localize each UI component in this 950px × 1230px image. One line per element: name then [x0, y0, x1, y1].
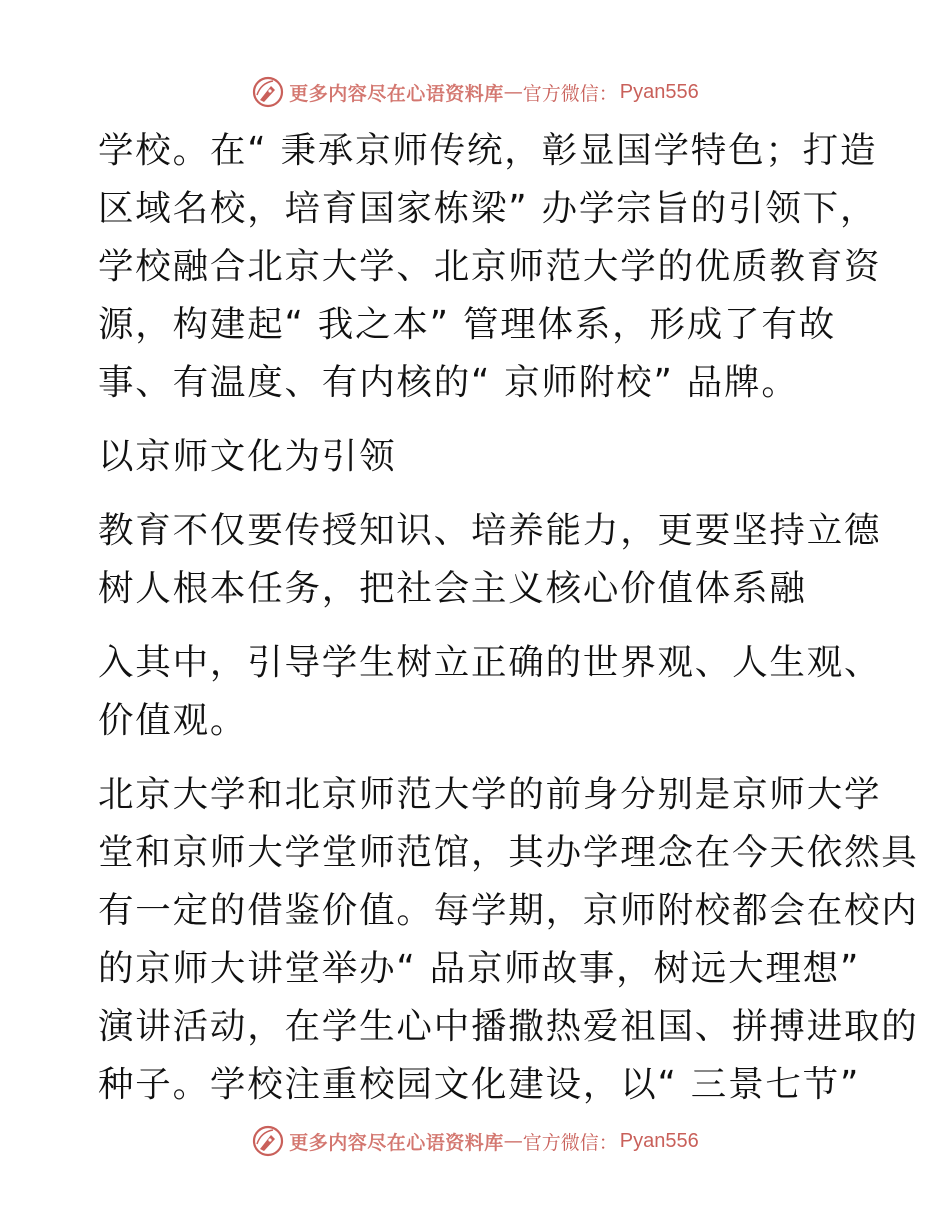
text-line: 源，构建起“ 我之本” 管理体系，形成了有故	[98, 304, 836, 345]
footer-watermark	[0, 1121, 950, 1161]
paragraph	[98, 766, 919, 1114]
text-line: 事、有温度、有内核的“ 京师附校” 品牌。	[98, 362, 799, 403]
text-line: 种子。学校注重校园文化建设，以“ 三景七节”	[98, 1064, 861, 1105]
text-line: 学校。在“ 秉承京师传统，彰显国学特色；打造	[98, 130, 878, 171]
text-line: 树人根本任务，把社会主义核心价值体系融	[98, 568, 807, 609]
document-body	[98, 122, 919, 1114]
text-line: 演讲活动，在学生心中播撒热爱祖国、拼搏进取的	[98, 1006, 919, 1047]
text-line: 堂和京师大学堂师范馆，其办学理念在今天依然具	[98, 832, 919, 873]
watermark-main-text: 更多内容尽在心语资料库	[289, 82, 504, 105]
text-line: 的京师大讲堂举办“ 品京师故事，树远大理想”	[98, 948, 861, 989]
pen-nib-logo-icon	[251, 1124, 285, 1158]
watermark-separator: —	[503, 81, 523, 103]
header-watermark	[0, 72, 950, 112]
heading-line: 以京师文化为引领	[98, 436, 397, 477]
text-line: 区域名校，培育国家栋梁” 办学宗旨的引领下，	[98, 188, 878, 229]
text-line: 北京大学和北京师范大学的前身分别是京师大学	[98, 774, 882, 815]
watermark-separator: —	[503, 1130, 523, 1152]
watermark-main-text: 更多内容尽在心语资料库	[289, 1131, 504, 1154]
text-line: 价值观。	[98, 700, 248, 741]
watermark-sub-text: 官方微信：	[522, 82, 618, 105]
paragraph	[98, 502, 882, 618]
text-line: 学校融合北京大学、北京师范大学的优质教育资	[98, 246, 882, 287]
watermark-sub-text: 官方微信：	[522, 1131, 618, 1154]
section-heading	[98, 428, 858, 486]
text-line: 有一定的借鉴价值。每学期，京师附校都会在校内	[98, 890, 919, 931]
text-line: 入其中，引导学生树立正确的世界观、人生观、	[98, 642, 882, 683]
text-line: 教育不仅要传授知识、培养能力，更要坚持立德	[98, 510, 882, 551]
paragraph	[98, 122, 882, 412]
pen-nib-logo-icon	[251, 75, 285, 109]
watermark-account: Pyan556	[619, 1129, 699, 1152]
paragraph	[98, 634, 882, 750]
watermark-account: Pyan556	[619, 80, 699, 103]
